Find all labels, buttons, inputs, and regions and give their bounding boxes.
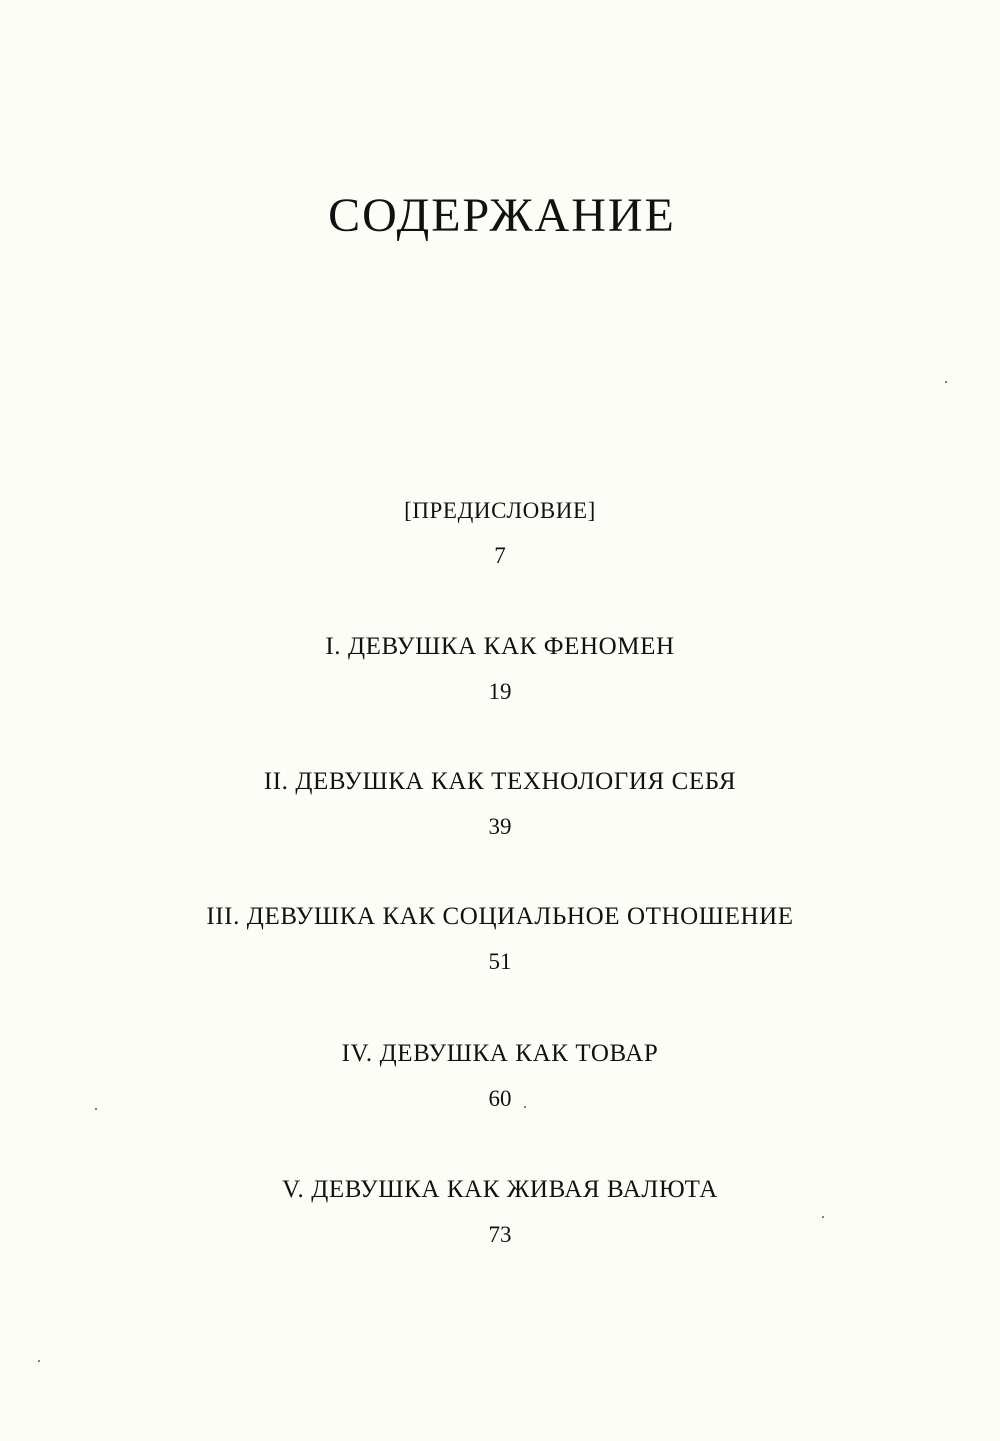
toc-entry-chapter-1[interactable] bbox=[0, 632, 1000, 706]
toc-entry-heading: II. ДЕВУШКА КАК ТЕХНОЛОГИЯ СЕБЯ bbox=[263, 768, 737, 795]
toc-entry-chapter-5[interactable] bbox=[0, 1175, 1000, 1249]
toc-entry-chapter-4[interactable] bbox=[0, 1039, 1000, 1113]
toc-entry-heading: V. ДЕВУШКА КАК ЖИВАЯ ВАЛЮТА bbox=[282, 1176, 718, 1203]
toc-entry-heading: I. ДЕВУШКА КАК ФЕНОМЕН bbox=[325, 633, 675, 660]
page-title: СОДЕРЖАНИЕ bbox=[328, 189, 676, 242]
toc-entry-preface[interactable] bbox=[0, 496, 1000, 570]
toc-entry-page-number: 19 bbox=[488, 679, 512, 704]
toc-entry-chapter-3[interactable] bbox=[0, 902, 1000, 976]
toc-entry-page-number: 39 bbox=[488, 814, 512, 839]
scan-speck bbox=[38, 1360, 40, 1362]
toc-entry-heading: III. ДЕВУШКА КАК СОЦИАЛЬНОЕ ОТНОШЕНИЕ bbox=[206, 903, 794, 930]
scan-speck bbox=[95, 1108, 97, 1110]
toc-entry-page-number: 73 bbox=[488, 1222, 512, 1247]
toc-entry-heading: IV. ДЕВУШКА КАК ТОВАР bbox=[341, 1040, 659, 1067]
scan-speck bbox=[945, 381, 947, 383]
toc-entry-page-number: 60 bbox=[488, 1086, 512, 1111]
scan-speck bbox=[524, 1106, 526, 1108]
scan-speck bbox=[822, 1216, 824, 1218]
toc-entry-page-number: 7 bbox=[494, 543, 506, 568]
toc-entry-page-number: 51 bbox=[488, 949, 512, 974]
toc-entry-heading: [ПРЕДИСЛОВИЕ] bbox=[404, 498, 596, 523]
toc-entry-chapter-2[interactable] bbox=[0, 767, 1000, 841]
